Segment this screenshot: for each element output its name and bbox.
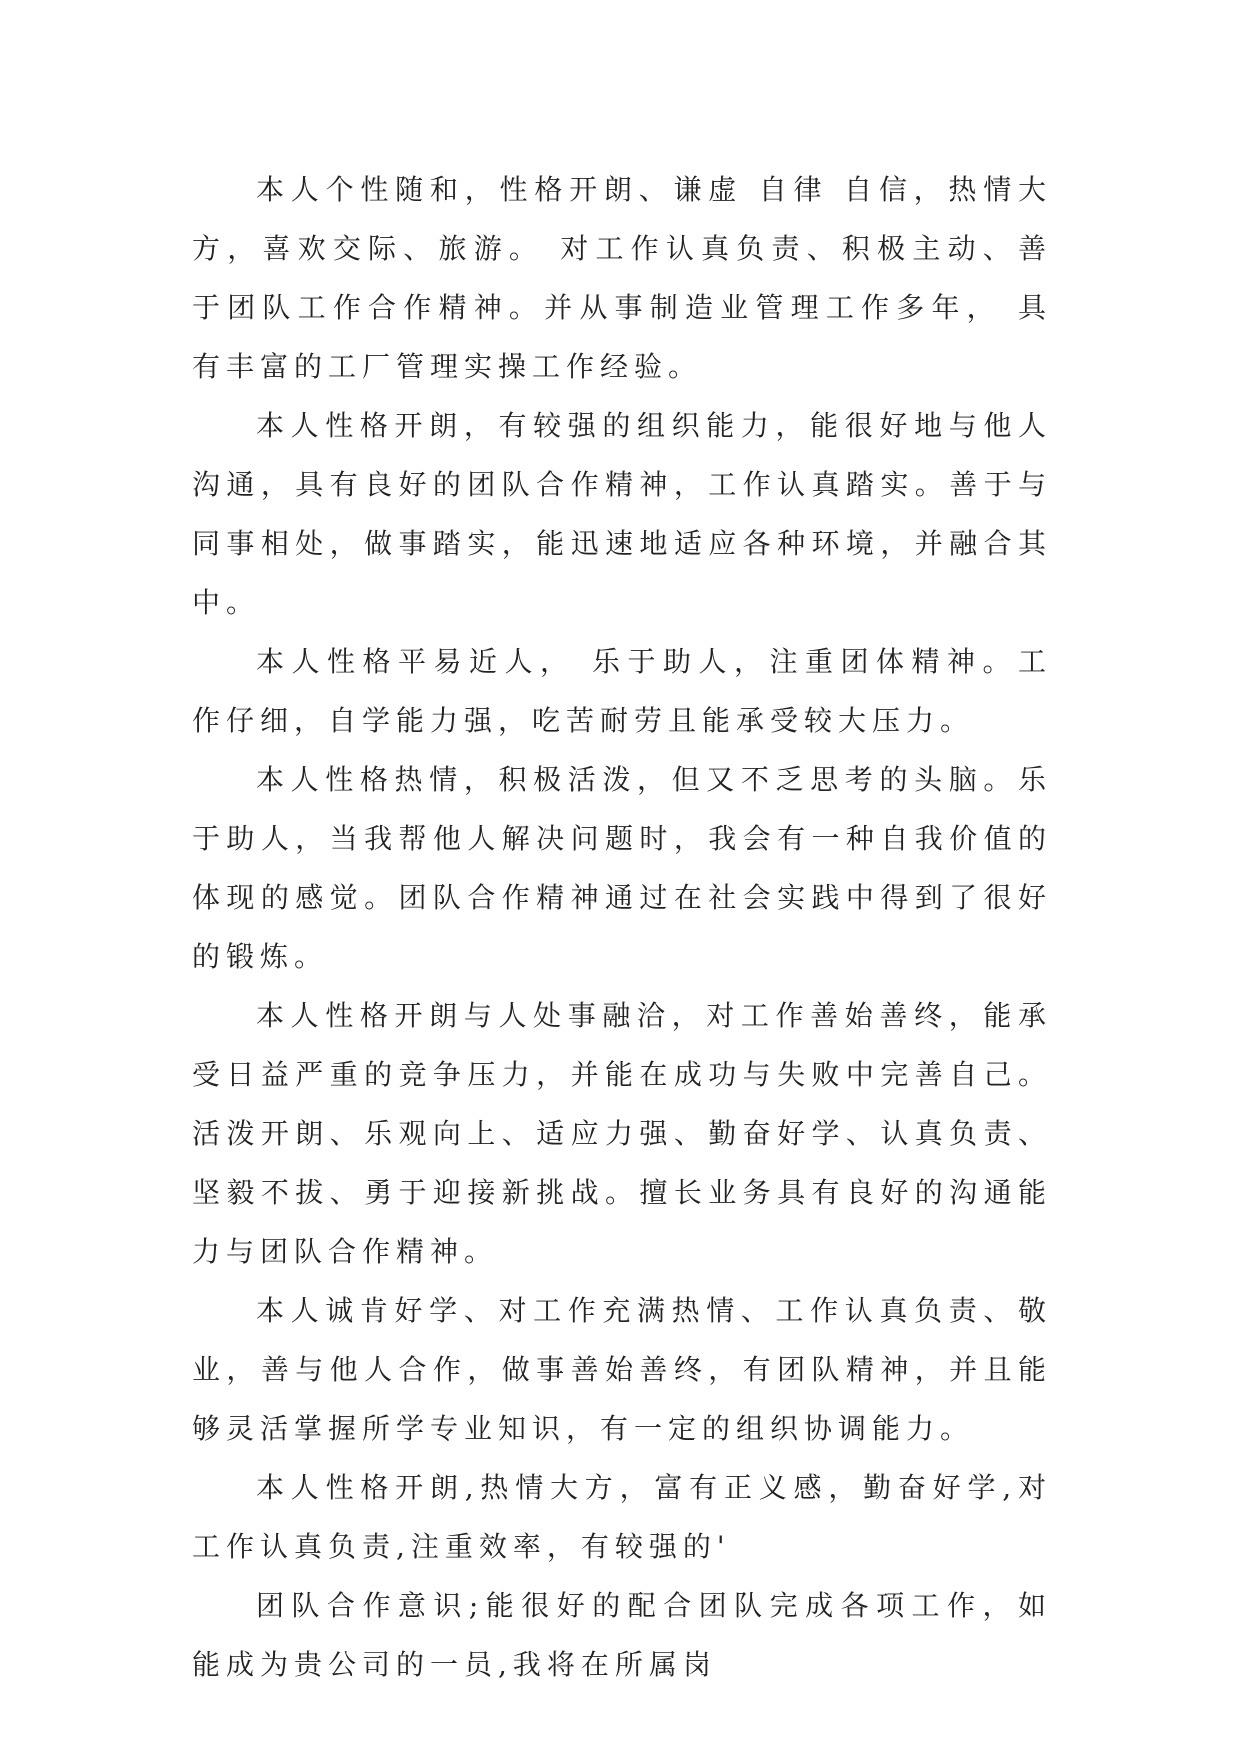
paragraph-4: 本人性格热情，积极活泼，但又不乏思考的头脑。乐于助人，当我帮他人解决问题时，我会有一种自我价值的体现的感觉。团队合作精神通过在社会实践中得到了很好的锻炼。	[192, 763, 1052, 973]
paragraph-1: 本人个性随和，性格开朗、谦虚 自律 自信，热情大方，喜欢交际、旅游。 对工作认真负责、积极主动、善于团队工作合作精神。并从事制造业管理工作多年， 具有丰富的工厂管理实操工作经验。	[192, 173, 1052, 383]
paragraph-8: 团队合作意识;能很好的配合团队完成各项工作，如能成为贵公司的一员,我将在所属岗	[192, 1589, 1052, 1681]
paragraph-3: 本人性格平易近人， 乐于助人，注重团体精神。工作仔细，自学能力强，吃苦耐劳且能承受较大压力。	[192, 645, 1052, 737]
document-body	[192, 160, 1052, 1694]
paragraph-7: 本人性格开朗,热情大方，富有正义感，勤奋好学,对工作认真负责,注重效率，有较强的'	[192, 1471, 1052, 1563]
paragraph-6: 本人诚肯好学、对工作充满热情、工作认真负责、敬业，善与他人合作，做事善始善终，有团队精神，并且能够灵活掌握所学专业知识，有一定的组织协调能力。	[192, 1294, 1052, 1445]
paragraph-2: 本人性格开朗，有较强的组织能力，能很好地与他人沟通，具有良好的团队合作精神，工作认真踏实。善于与同事相处，做事踏实，能迅速地适应各种环境，并融合其中。	[192, 409, 1052, 619]
paragraph-5: 本人性格开朗与人处事融洽，对工作善始善终，能承受日益严重的竞争压力，并能在成功与失败中完善自己。活泼开朗、乐观向上、适应力强、勤奋好学、认真负责、坚毅不拔、勇于迎接新挑战。擅长业务具有良好的沟通能力与团队合作精神。	[192, 999, 1052, 1268]
